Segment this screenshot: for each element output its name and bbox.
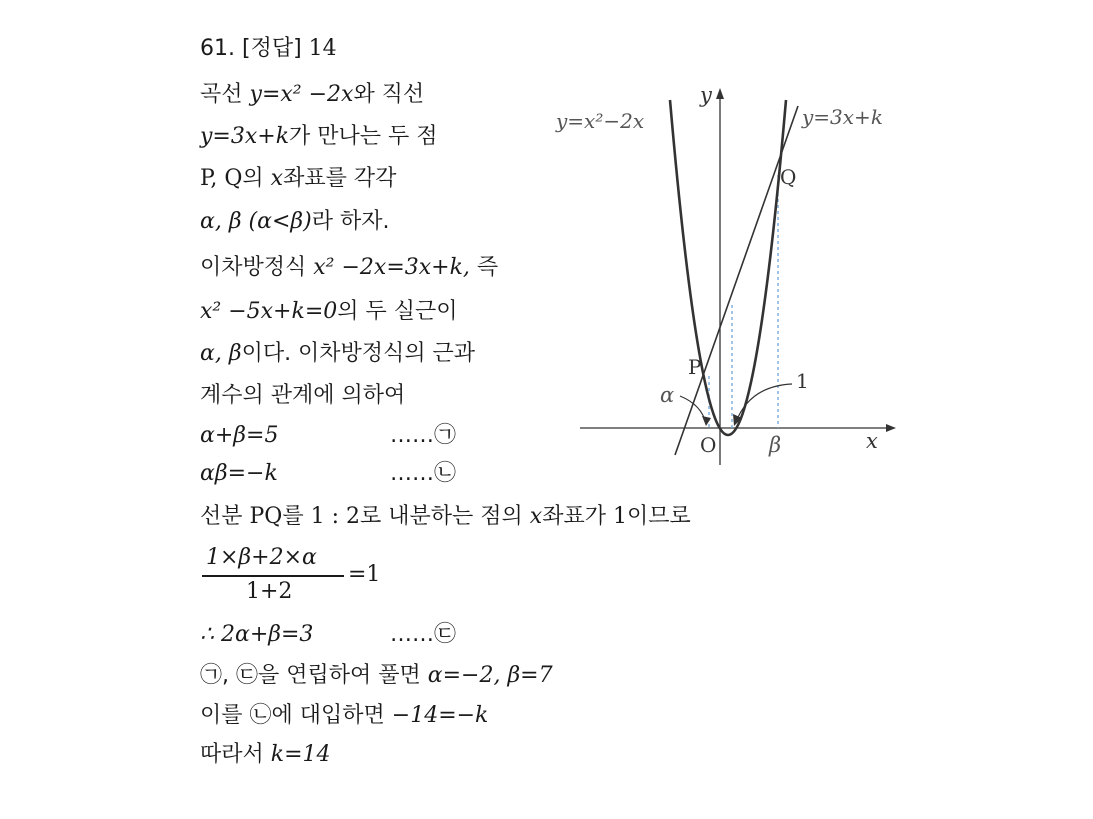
parabola-graph	[670, 100, 786, 435]
math-ratio: 1 : 2	[310, 504, 361, 529]
text: 즉	[476, 255, 499, 280]
math-final: k=14	[270, 742, 331, 767]
text: 따라서	[200, 742, 264, 767]
point-q-label: Q	[780, 165, 797, 189]
alpha-pointer	[680, 396, 706, 424]
text: 이차방정식	[200, 255, 307, 280]
math-segment: PQ	[249, 504, 283, 529]
text-line-6	[200, 297, 458, 327]
math-alpha-beta: α, β (α<β)	[200, 209, 312, 234]
graph-figure	[540, 80, 920, 480]
text-line-2	[200, 122, 438, 152]
text-line-5	[200, 253, 498, 283]
text-line-10	[200, 459, 457, 489]
label-eq2: ……㉡	[390, 461, 457, 486]
answer-tag: [정답]	[242, 36, 302, 61]
answer-value: 14	[308, 36, 337, 61]
text-line-13	[200, 661, 553, 691]
math-substitution: −14=−k	[391, 703, 489, 728]
math-alpha-beta: α, β	[200, 341, 242, 366]
text: 선분	[200, 504, 250, 529]
alpha-label: α	[660, 383, 675, 407]
problem-header	[200, 34, 337, 64]
text: 계수의 관계에 의하여	[200, 383, 406, 408]
text: 가 만나는 두 점	[289, 124, 438, 149]
fraction-bar	[202, 575, 344, 577]
text-line-12	[200, 620, 457, 650]
fraction-numerator: 1×β+2×α	[206, 545, 317, 570]
text: ㉠, ㉢을 연립하여 풀면	[200, 663, 421, 688]
text: 이므로	[626, 504, 691, 529]
text: 좌표가	[542, 504, 606, 529]
line-label: y=3x+k	[802, 105, 883, 129]
x-axis-arrow	[886, 424, 896, 432]
math-therefore: ∴ 2α+β=3	[200, 622, 314, 647]
text: 의 두 실근이	[337, 299, 458, 324]
beta-label: β	[769, 433, 782, 457]
y-axis-arrow	[716, 88, 724, 99]
math-x: x	[529, 504, 543, 529]
fraction-denominator: 1+2	[246, 579, 293, 604]
text-line-9	[200, 421, 457, 451]
math-parabola: y=x² −2x	[249, 82, 354, 107]
y-axis-label: y	[700, 83, 712, 107]
math-equation: x² −2x=3x+k,	[313, 255, 470, 280]
text-line-8	[200, 381, 405, 411]
one-pointer	[736, 384, 792, 422]
fraction-expression	[200, 544, 400, 608]
label-eq1: ……㉠	[390, 423, 457, 448]
text: 와 직선	[353, 82, 425, 107]
text: 좌표를 각각	[283, 166, 397, 191]
one-label: 1	[796, 369, 809, 393]
text-line-14	[200, 701, 488, 731]
alpha-pointer-head	[702, 416, 711, 426]
text: 의	[242, 166, 264, 191]
math-sum: α+β=5	[200, 423, 279, 448]
text-line-1	[200, 80, 424, 110]
text-line-3	[200, 164, 396, 194]
math-x: x	[270, 166, 284, 191]
fraction-rhs: =1	[348, 562, 381, 587]
text: 를	[282, 504, 304, 529]
text: 로 내분하는 점의	[360, 504, 523, 529]
text-line-4	[200, 207, 389, 237]
text: 곡선	[200, 82, 243, 107]
x-axis-label: x	[866, 429, 878, 453]
math-product: αβ=−k	[200, 461, 278, 486]
math-line: y=3x+k	[200, 124, 290, 149]
origin-label: O	[700, 433, 717, 457]
parabola-label: y=x²−2x	[556, 109, 645, 133]
text-line-7	[200, 339, 475, 369]
point-p-label: P	[688, 355, 702, 379]
math-points: P, Q	[200, 166, 243, 191]
text: 이다. 이차방정식의 근과	[241, 341, 476, 366]
math-equation: x² −5x+k=0	[200, 299, 338, 324]
text-line-15	[200, 740, 331, 770]
problem-number: 61.	[200, 36, 235, 61]
text-line-11	[200, 502, 691, 532]
label-eq3: ……㉢	[390, 622, 457, 647]
math-solution: α=−2, β=7	[427, 663, 553, 688]
math-one: 1	[612, 504, 627, 529]
text: 라 하자.	[311, 209, 390, 234]
text: 이를 ㉡에 대입하면	[200, 703, 385, 728]
